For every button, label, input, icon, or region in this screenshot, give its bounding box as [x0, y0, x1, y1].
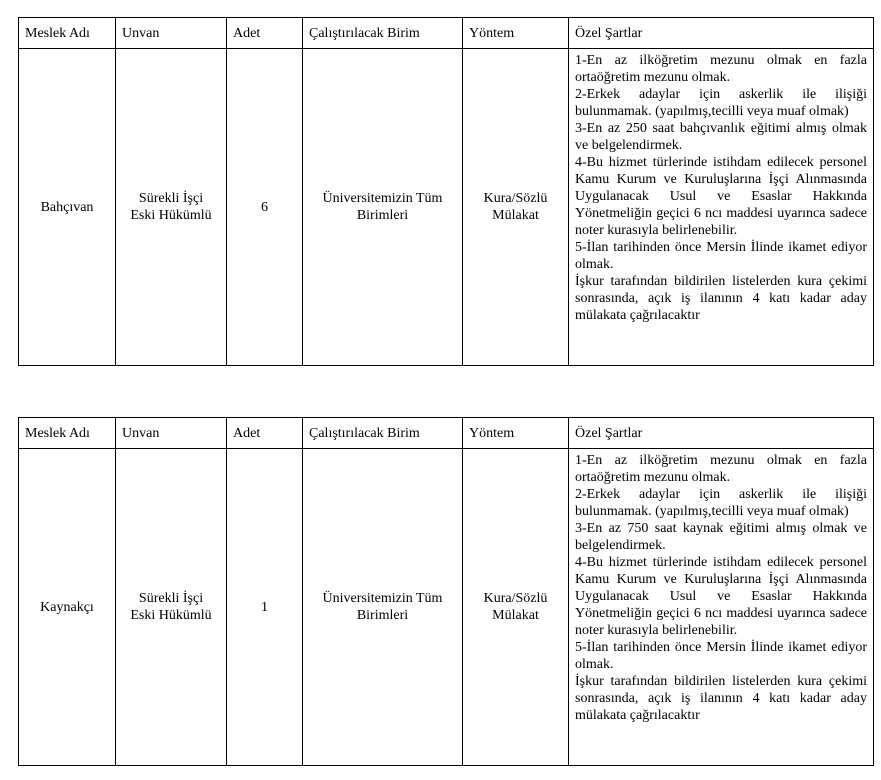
cell-meslek: Kaynakçı — [19, 449, 116, 766]
unvan-line-2: Eski Hükümlü — [130, 208, 212, 223]
header-unvan: Unvan — [116, 418, 227, 449]
unvan-line-1: Sürekli İşçi — [138, 191, 204, 206]
header-meslek: Meslek Adı — [19, 18, 116, 49]
birim-line-1: Üniversitemizin Tüm — [322, 191, 443, 206]
job-table-kaynakci — [18, 417, 874, 766]
yontem-line-1: Kura/Sözlü — [483, 591, 548, 606]
header-yontem: Yöntem — [463, 418, 569, 449]
header-birim: Çalıştırılacak Birim — [303, 18, 463, 49]
birim-line-2: Birimleri — [356, 608, 409, 623]
birim-line-1: Üniversitemizin Tüm — [322, 591, 443, 606]
requirement-item: İşkur tarafından bildirilen listelerden kura çekimi sonrasında, açık iş ilanının 4 katı kadar aday mülakata çağrılacaktır — [575, 274, 867, 323]
requirement-item: İşkur tarafından bildirilen listelerden kura çekimi sonrasında, açık iş ilanının 4 katı kadar aday mülakata çağrılacaktır — [575, 674, 867, 723]
cell-sartlar — [569, 49, 874, 366]
header-yontem: Yöntem — [463, 18, 569, 49]
requirement-item: 3-En az 250 saat bahçıvanlık eğitimi almış olmak ve belgelendirmek. — [575, 121, 867, 153]
cell-adet: 1 — [227, 449, 303, 766]
yontem-line-2: Mülakat — [492, 208, 539, 223]
requirement-item: 2-Erkek adaylar için askerlik ile ilişiği bulunmamak. (yapılmış,tecilli veya muaf olmak) — [575, 87, 867, 119]
requirement-item: 1-En az ilköğretim mezunu olmak en fazla ortaöğretim mezunu olmak. — [575, 453, 867, 485]
table-row — [19, 49, 874, 366]
unvan-line-2: Eski Hükümlü — [130, 608, 212, 623]
table-header-row — [19, 418, 874, 449]
cell-adet: 6 — [227, 49, 303, 366]
cell-birim — [303, 49, 463, 366]
cell-yontem — [463, 449, 569, 766]
cell-unvan — [116, 49, 227, 366]
cell-yontem — [463, 49, 569, 366]
yontem-line-2: Mülakat — [492, 608, 539, 623]
header-sartlar: Özel Şartlar — [569, 18, 874, 49]
cell-sartlar — [569, 449, 874, 766]
table-row — [19, 449, 874, 766]
table-header-row — [19, 18, 874, 49]
requirement-item: 3-En az 750 saat kaynak eğitimi almış olmak ve belgelendirmek. — [575, 521, 867, 553]
birim-line-2: Birimleri — [356, 208, 409, 223]
requirement-item: 4-Bu hizmet türlerinde istihdam edilecek personel Kamu Kurum ve Kuruluşlarına İşçi Alınmasında Uygulanacak Usul ve Esaslar Hakkında Yönetmeliğin geçici 6 ncı maddesi uyarınca sadece noter kurasıyla belirlenebilir. — [575, 555, 867, 638]
yontem-line-1: Kura/Sözlü — [483, 191, 548, 206]
requirement-item: 1-En az ilköğretim mezunu olmak en fazla ortaöğretim mezunu olmak. — [575, 53, 867, 85]
requirement-item: 2-Erkek adaylar için askerlik ile ilişiği bulunmamak. (yapılmış,tecilli veya muaf olmak) — [575, 487, 867, 519]
header-adet: Adet — [227, 418, 303, 449]
header-unvan: Unvan — [116, 18, 227, 49]
cell-birim — [303, 449, 463, 766]
header-birim: Çalıştırılacak Birim — [303, 418, 463, 449]
cell-meslek: Bahçıvan — [19, 49, 116, 366]
header-meslek: Meslek Adı — [19, 418, 116, 449]
requirement-item: 4-Bu hizmet türlerinde istihdam edilecek personel Kamu Kurum ve Kuruluşlarına İşçi Alınmasında Uygulanacak Usul ve Esaslar Hakkında Yönetmeliğin geçici 6 ncı maddesi uyarınca sadece noter kurasıyla belirlenebilir. — [575, 155, 867, 238]
requirement-item: 5-İlan tarihinden önce Mersin İlinde ikamet ediyor olmak. — [575, 640, 867, 672]
header-sartlar: Özel Şartlar — [569, 418, 874, 449]
job-table-bahcivan — [18, 17, 874, 366]
cell-unvan — [116, 449, 227, 766]
unvan-line-1: Sürekli İşçi — [138, 591, 204, 606]
header-adet: Adet — [227, 18, 303, 49]
requirement-item: 5-İlan tarihinden önce Mersin İlinde ikamet ediyor olmak. — [575, 240, 867, 272]
